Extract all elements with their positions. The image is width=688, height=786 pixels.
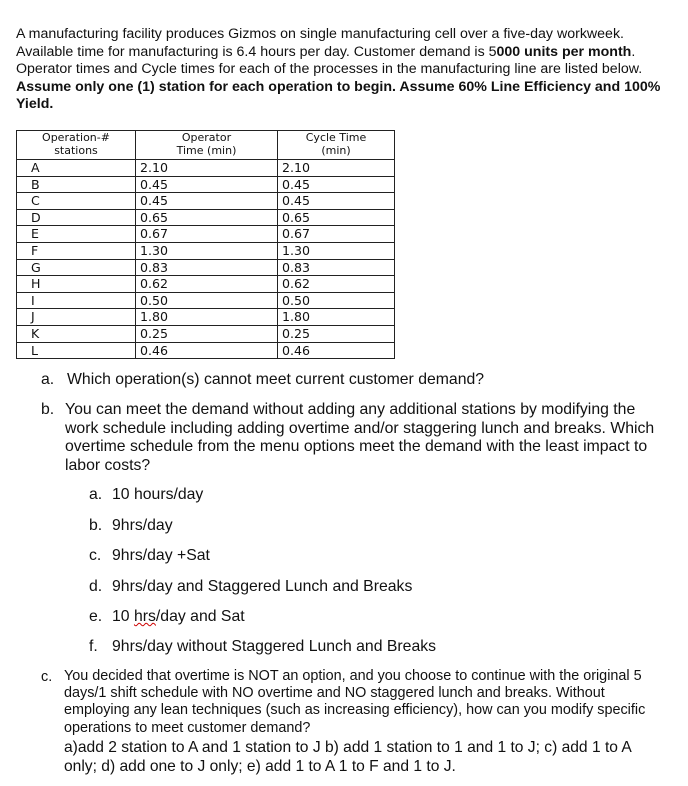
- question-c-answers: a)add 2 station to A and 1 station to J b) add 1 station to 1 and 1 to J; c) add 1 to A only; d) add one to J only; e) add 1 to A 1 to F and 1 to J.: [64, 738, 631, 775]
- cycle-time-cell-value: 0.25: [282, 325, 311, 341]
- option-e-marker: e.: [89, 608, 103, 625]
- op-cell-value: I: [31, 292, 35, 308]
- operator-time-cell: [136, 259, 278, 276]
- question-a-marker: a.: [41, 371, 55, 388]
- operator-time-cell-value: 0.25: [140, 325, 169, 341]
- op-cell-value: L: [31, 342, 39, 358]
- intro-assumptions: Assume only one (1) station for each operation to begin. Assume 60% Line Efficiency and 100% Yield.: [16, 78, 661, 113]
- header-operator-time: [136, 131, 278, 160]
- question-c-text: You decided that overtime is NOT an option, and you choose to continue with the original 5 days/1 shift schedule with NO overtime and NO staggered lunch and breaks. Without employing any lean techniques (such as increasing efficiency), how can you modify specific operations to meet customer demand?: [64, 668, 646, 736]
- op-cell: [17, 276, 136, 293]
- op-cell-value: D: [31, 209, 41, 225]
- operator-time-cell-value: 0.67: [140, 226, 169, 242]
- operator-time-cell-value: 0.45: [140, 176, 169, 192]
- option-e-spellcheck-word: hrs: [133, 608, 156, 625]
- cycle-time-cell: [278, 325, 395, 342]
- option-d-text: 9hrs/day and Staggered Lunch and Breaks: [112, 578, 413, 595]
- operator-time-cell-value: 0.50: [140, 292, 169, 308]
- cycle-time-cell-value: 0.46: [282, 342, 311, 358]
- header-operation-line2: stations: [54, 143, 98, 157]
- intro-text-2: . Operator times and Cycle times for each of the processes in the manufacturing line are listed below.: [16, 43, 643, 78]
- table-row: [17, 325, 395, 342]
- cycle-time-cell-value: 0.62: [282, 276, 311, 292]
- table-row: [17, 342, 395, 359]
- option-d-marker: d.: [89, 578, 103, 595]
- intro-text-1: A manufacturing facility produces Gizmos on single manufacturing cell over a five-day workweek. Available time for manufacturing is 6.4 hours per day. Customer demand is 5: [16, 26, 624, 60]
- table-row: [17, 309, 395, 326]
- table-row: [17, 292, 395, 309]
- cycle-time-cell: [278, 342, 395, 359]
- operator-time-cell: [136, 242, 278, 259]
- header-operation-line1: Operation-#: [42, 131, 110, 144]
- table-body: [17, 160, 395, 359]
- intro-demand-digits: 000: [496, 43, 521, 60]
- operator-time-cell-value: 1.30: [140, 242, 169, 258]
- header-operator-line1: Operator: [181, 131, 232, 144]
- op-cell-value: C: [31, 193, 40, 209]
- op-cell: [17, 342, 136, 359]
- op-cell-value: J: [31, 309, 35, 325]
- operator-time-cell: [136, 276, 278, 293]
- cycle-time-cell-value: 1.30: [282, 242, 311, 258]
- op-cell: [17, 309, 136, 326]
- table-row: [17, 209, 395, 226]
- header-cycle-time: [278, 131, 395, 160]
- cycle-time-cell: [278, 259, 395, 276]
- table-row: [17, 160, 395, 177]
- question-c: [64, 668, 664, 776]
- operator-time-cell-value: 0.45: [140, 193, 169, 209]
- cycle-time-cell: [278, 193, 395, 210]
- cycle-time-cell: [278, 160, 395, 177]
- option-c-marker: c.: [89, 547, 102, 564]
- operator-time-cell: [136, 309, 278, 326]
- operator-time-cell: [136, 226, 278, 243]
- cycle-time-cell-value: 2.10: [282, 160, 311, 175]
- operator-time-cell-value: 1.80: [140, 309, 169, 325]
- op-cell: [17, 193, 136, 210]
- cycle-time-cell: [278, 176, 395, 193]
- option-f-marker: f.: [89, 638, 98, 655]
- header-cycle-line2: (min): [321, 143, 351, 157]
- option-f-text: 9hrs/day without Staggered Lunch and Breaks: [112, 638, 437, 655]
- cycle-time-cell: [278, 276, 395, 293]
- op-cell: [17, 325, 136, 342]
- op-cell: [17, 242, 136, 259]
- cycle-time-cell-value: 0.50: [282, 292, 311, 308]
- problem-statement: [16, 26, 676, 114]
- table-header-row: [17, 131, 395, 160]
- cycle-time-cell-value: 1.80: [282, 309, 311, 325]
- operator-time-cell: [136, 176, 278, 193]
- op-cell-value: E: [31, 226, 39, 242]
- table-row: [17, 193, 395, 210]
- cycle-time-cell-value: 0.45: [282, 176, 311, 192]
- question-c-marker: c.: [41, 669, 53, 685]
- option-b-text: 9hrs/day: [112, 517, 173, 534]
- table-row: [17, 242, 395, 259]
- cycle-time-cell: [278, 226, 395, 243]
- op-cell-value: H: [31, 276, 41, 292]
- op-cell: [17, 292, 136, 309]
- intro-demand-unit: units per month: [524, 43, 632, 60]
- operator-time-cell: [136, 325, 278, 342]
- table-row: [17, 176, 395, 193]
- op-cell-value: G: [31, 259, 41, 275]
- cycle-time-cell-value: 0.83: [282, 259, 311, 275]
- operator-time-cell: [136, 292, 278, 309]
- operator-time-cell-value: 0.83: [140, 259, 169, 275]
- option-c-text: 9hrs/day +Sat: [112, 547, 210, 564]
- option-e-text-post: /day and Sat: [155, 608, 245, 625]
- cycle-time-cell: [278, 209, 395, 226]
- option-a-text: 10 hours/day: [112, 486, 204, 503]
- operator-time-cell-value: 0.62: [140, 276, 169, 292]
- cycle-time-cell: [278, 292, 395, 309]
- cycle-time-cell-value: 0.65: [282, 209, 311, 225]
- op-cell: [17, 259, 136, 276]
- operator-time-cell-value: 2.10: [140, 160, 169, 175]
- operator-time-cell: [136, 160, 278, 177]
- op-cell-value: K: [31, 325, 40, 341]
- cycle-time-cell: [278, 309, 395, 326]
- op-cell-value: B: [31, 176, 40, 192]
- cycle-time-cell-value: 0.45: [282, 193, 311, 209]
- op-cell: [17, 226, 136, 243]
- op-cell: [17, 209, 136, 226]
- cycle-time-cell-value: 0.67: [282, 226, 311, 242]
- option-e-text-pre: 10: [112, 608, 134, 625]
- header-operation: [17, 131, 136, 160]
- op-cell-value: F: [31, 242, 39, 258]
- table-row: [17, 226, 395, 243]
- op-cell-value: A: [31, 160, 40, 175]
- op-cell: [17, 160, 136, 177]
- operator-time-cell: [136, 209, 278, 226]
- operator-time-cell: [136, 342, 278, 359]
- operator-time-cell-value: 0.65: [140, 209, 169, 225]
- operations-table: [16, 130, 395, 359]
- operator-time-cell-value: 0.46: [140, 342, 169, 358]
- table-row: [17, 259, 395, 276]
- option-a-marker: a.: [89, 486, 103, 503]
- op-cell: [17, 176, 136, 193]
- table-row: [17, 276, 395, 293]
- question-b-text: You can meet the demand without adding any additional stations by modifying the work schedule including adding overtime and/or staggering lunch and breaks. Which overtime schedule from the menu options meet the demand with the least impact to labor costs?: [65, 401, 655, 474]
- cycle-time-cell: [278, 242, 395, 259]
- option-b-marker: b.: [89, 517, 103, 534]
- question-a-text: Which operation(s) cannot meet current customer demand?: [67, 371, 485, 388]
- question-b-marker: b.: [41, 401, 55, 418]
- operator-time-cell: [136, 193, 278, 210]
- option-e-text: [112, 608, 245, 627]
- header-operator-line2: Time (min): [176, 143, 237, 157]
- header-cycle-line1: Cycle Time: [305, 131, 367, 144]
